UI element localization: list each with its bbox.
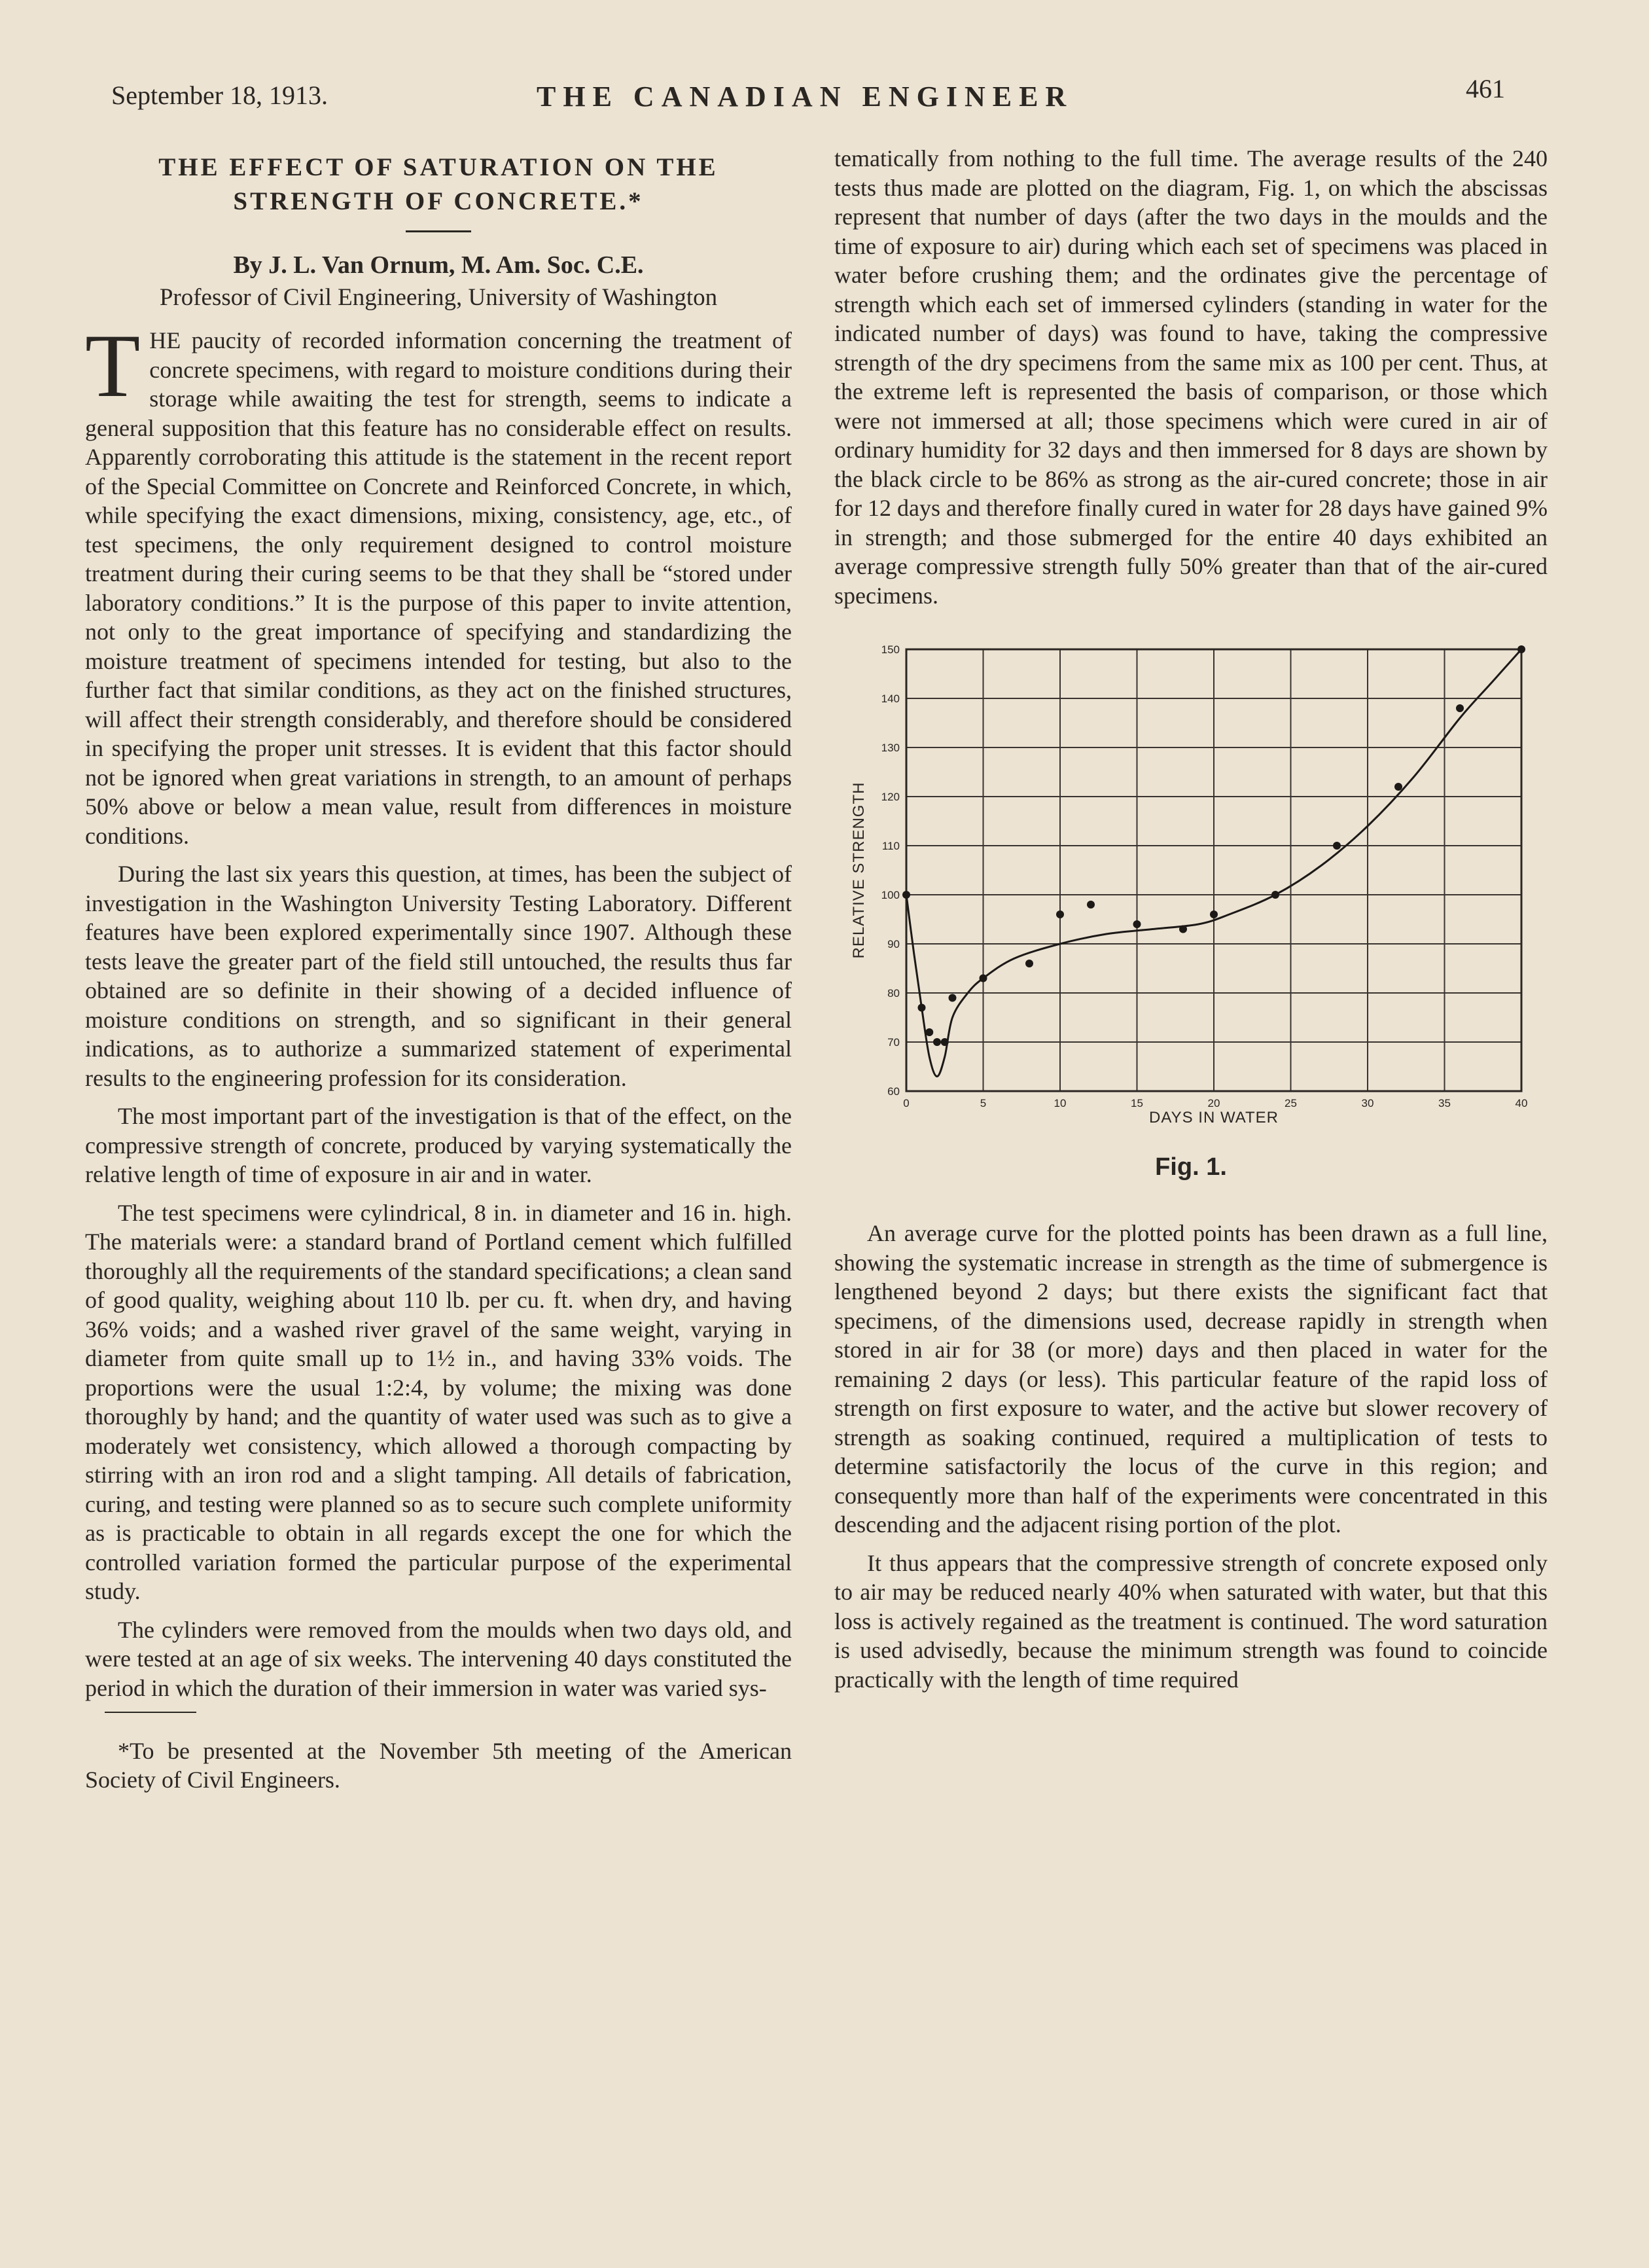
data-point	[1179, 926, 1187, 933]
left-column	[85, 151, 792, 1818]
data-point	[1394, 783, 1402, 791]
y-tick-label: 120	[881, 791, 900, 803]
y-tick-label: 70	[887, 1036, 900, 1049]
title-rule	[406, 230, 471, 232]
x-tick-label: 15	[1131, 1097, 1143, 1109]
data-point	[902, 891, 910, 899]
paragraph-5: The cylinders were removed from the moulds when two days old, and were tested at an age of six weeks. The intervening 40 days constituted the period in which the duration of their immersion in water was varied sys-	[85, 1616, 792, 1701]
data-point	[918, 1004, 926, 1012]
paragraph-8: It thus appears that the compressive strength of concrete exposed only to air may be reduced nearly 40% when saturated with water, but that this loss is actively regained as the treatment is continued. The word saturation is used advisedly, because the minimum strength was found to coincide practically with the length of time required	[834, 1549, 1548, 1693]
journal-title: THE CANADIAN ENGINEER	[537, 81, 1074, 113]
y-tick-label: 110	[881, 840, 900, 852]
x-axis-title: DAYS IN WATER	[1149, 1109, 1279, 1126]
data-point	[1456, 704, 1464, 712]
paragraph-6: tematically from nothing to the full time. The average results of the 240 tests thus made are plotted on the diagram, Fig. 1, on which the abscissas represent that number of days (after the two days in the moulds and the time of exposure to air) during which each set of specimens was placed in water before crushing them; and the ordinates give the percentage of strength which each set of immersed cylinders (standing in water for the indicated number of days) was found to have, taking the compressive strength of the dry specimens from the same mix as 100 per cent. Thus, at the extreme left is represented the basis of comparison, or those which were not immersed at all; those specimens which were cured in air of ordinary humidity for 32 days and then immersed for 8 days are shown by the black circle to be 86% as strong as the air-cured concrete; those in air for 12 days and therefore finally cured in water for 28 days have gained 9% in strength; and those submerged for the entire 40 days exhibited an average compressive strength fully 50% greater than that of the air-cured specimens.	[834, 145, 1548, 609]
y-tick-label: 130	[881, 742, 900, 754]
paragraph-7: An average curve for the plotted points has been drawn as a full line, showing the systematic increase in strength as the time of submergence is lengthened beyond 2 days; but there exists the significant fact that specimens, of the dimensions used, decrease rapidly in strength when stored in air for 38 (or more) days and then placed in water for the remaining 2 days (or less). This particular feature of the rapid loss of strength on first exposure to water, and the active but slower recovery of strength as soaking continued, required a multiplication of tests to determine satisfactorily the locus of the curve in this region; and consequently more than half of the experiments were concentrated in this descending and the adjacent rising portion of the plot.	[834, 1220, 1548, 1538]
y-tick-label: 90	[887, 938, 900, 950]
data-point	[949, 994, 957, 1002]
footnote-rule	[105, 1712, 196, 1713]
y-tick-label: 80	[887, 987, 900, 999]
data-point	[1025, 960, 1033, 967]
x-tick-label: 20	[1207, 1097, 1220, 1109]
data-point	[941, 1038, 949, 1046]
data-point	[933, 1038, 941, 1046]
data-point	[1087, 901, 1095, 909]
y-axis-title: RELATIVE STRENGTH	[850, 782, 868, 959]
running-head	[111, 73, 1505, 119]
data-point	[1210, 910, 1218, 918]
x-tick-label: 30	[1361, 1097, 1374, 1109]
data-point	[1133, 920, 1141, 928]
title-line-1: THE EFFECT OF SATURATION ON THE	[158, 153, 718, 181]
author-affiliation: Professor of Civil Engineering, University of Washington	[159, 284, 718, 311]
x-tick-label: 5	[980, 1097, 987, 1109]
x-tick-label: 40	[1515, 1097, 1528, 1109]
issue-date: September 18, 1913.	[111, 81, 328, 110]
paragraph-1	[85, 315, 792, 850]
figure-caption: Fig. 1.	[1155, 1153, 1227, 1181]
data-point	[1517, 645, 1525, 653]
paragraph-1-text: HE paucity of recorded information concerning the treatment of concrete specimens, with regard to moisture conditions during their storage while awaiting the test for strength, seems to indicate a general supposition that this feature has no considerable effect on results. Apparently corroborating this attitude is the statement in the recent report of the Special Committee on Concrete and Reinforced Concrete, in which, while specifying the exact dimensions, mixing, consistency, age, etc., of test specimens, the only requirement designed to control moisture treatment during their curing seems to be that they shall be “stored under laboratory conditions.” It is the purpose of this paper to invite attention, not only to the great importance of specifying and standardizing the moisture treatment of specimens intended for testing, but also to the further fact that similar conditions, as they act on the finished structures, will affect their strength considerably, and therefore should be considered in specifying the proper unit stresses. It is evident that this factor should not be ignored when great variations in strength, to an amount of perhaps 50% above or below a mean value, result from differences in moisture conditions.	[85, 327, 792, 849]
paragraph-2: During the last six years this question, at times, has been the subject of investigation in the Washington University Testing Laboratory. Different features have been explored experimentally since 1907. Although these tests leave the greater part of the field still untouched, the results thus far obtained are so definite in their showing of a decided influence of moisture conditions on strength, and so significant in their general indications, as to authorize a summarized statement of experimental results to the engineering profession for its consideration.	[85, 861, 792, 1091]
y-tick-label: 60	[887, 1085, 900, 1098]
title-line-2: STRENGTH OF CONCRETE.*	[233, 187, 644, 215]
drop-cap: T	[85, 315, 141, 416]
y-tick-label: 100	[881, 889, 900, 901]
data-point	[980, 975, 987, 982]
x-tick-label: 35	[1438, 1097, 1451, 1109]
data-point	[1056, 910, 1064, 918]
figure-1	[834, 630, 1548, 1193]
author-byline: By J. L. Van Ornum, M. Am. Soc. C.E.	[233, 251, 644, 279]
strength-chart	[834, 630, 1548, 1153]
x-tick-label: 10	[1054, 1097, 1067, 1109]
data-point	[1271, 891, 1279, 899]
x-tick-label: 25	[1285, 1097, 1297, 1109]
paragraph-4: The test specimens were cylindrical, 8 in. in diameter and 16 in. high. The materials were: a standard brand of Portland cement which fulfilled thoroughly all the requirements of the standard specifications; a clean sand of good quality, weighing about 110 lb. per cu. ft. when dry, and having 36% voids; and a washed river gravel of the same weight, varying in diameter from quite small up to 1½ in., and having 33% voids. The proportions were the usual 1:2:4, by volume; the mixing was done thoroughly by hand; and the quantity of water used was such as to give a moderately wet consistency, which allowed a thorough compacting by stirring with an iron rod and a slight tamping. All details of fabrication, curing, and testing were planned so as to secure such complete uniformity as is practicable to obtain in all regards except the one for which the controlled variation formed the particular purpose of the experimental study.	[85, 1199, 792, 1604]
data-point	[925, 1028, 933, 1036]
y-tick-label: 150	[881, 643, 900, 656]
data-point	[1333, 842, 1341, 850]
article-title	[85, 151, 792, 219]
footnote: *To be presented at the November 5th meeting of the American Society of Civil Engineers.	[85, 1738, 792, 1793]
y-tick-label: 140	[881, 693, 900, 705]
x-tick-label: 0	[903, 1097, 910, 1109]
paragraph-3: The most important part of the investigation is that of the effect, on the compressive strength of concrete, produced by varying systematically the relative length of time of exposure in air and in water.	[85, 1103, 792, 1187]
page-number: 461	[1466, 74, 1505, 103]
right-column	[834, 144, 1548, 1703]
